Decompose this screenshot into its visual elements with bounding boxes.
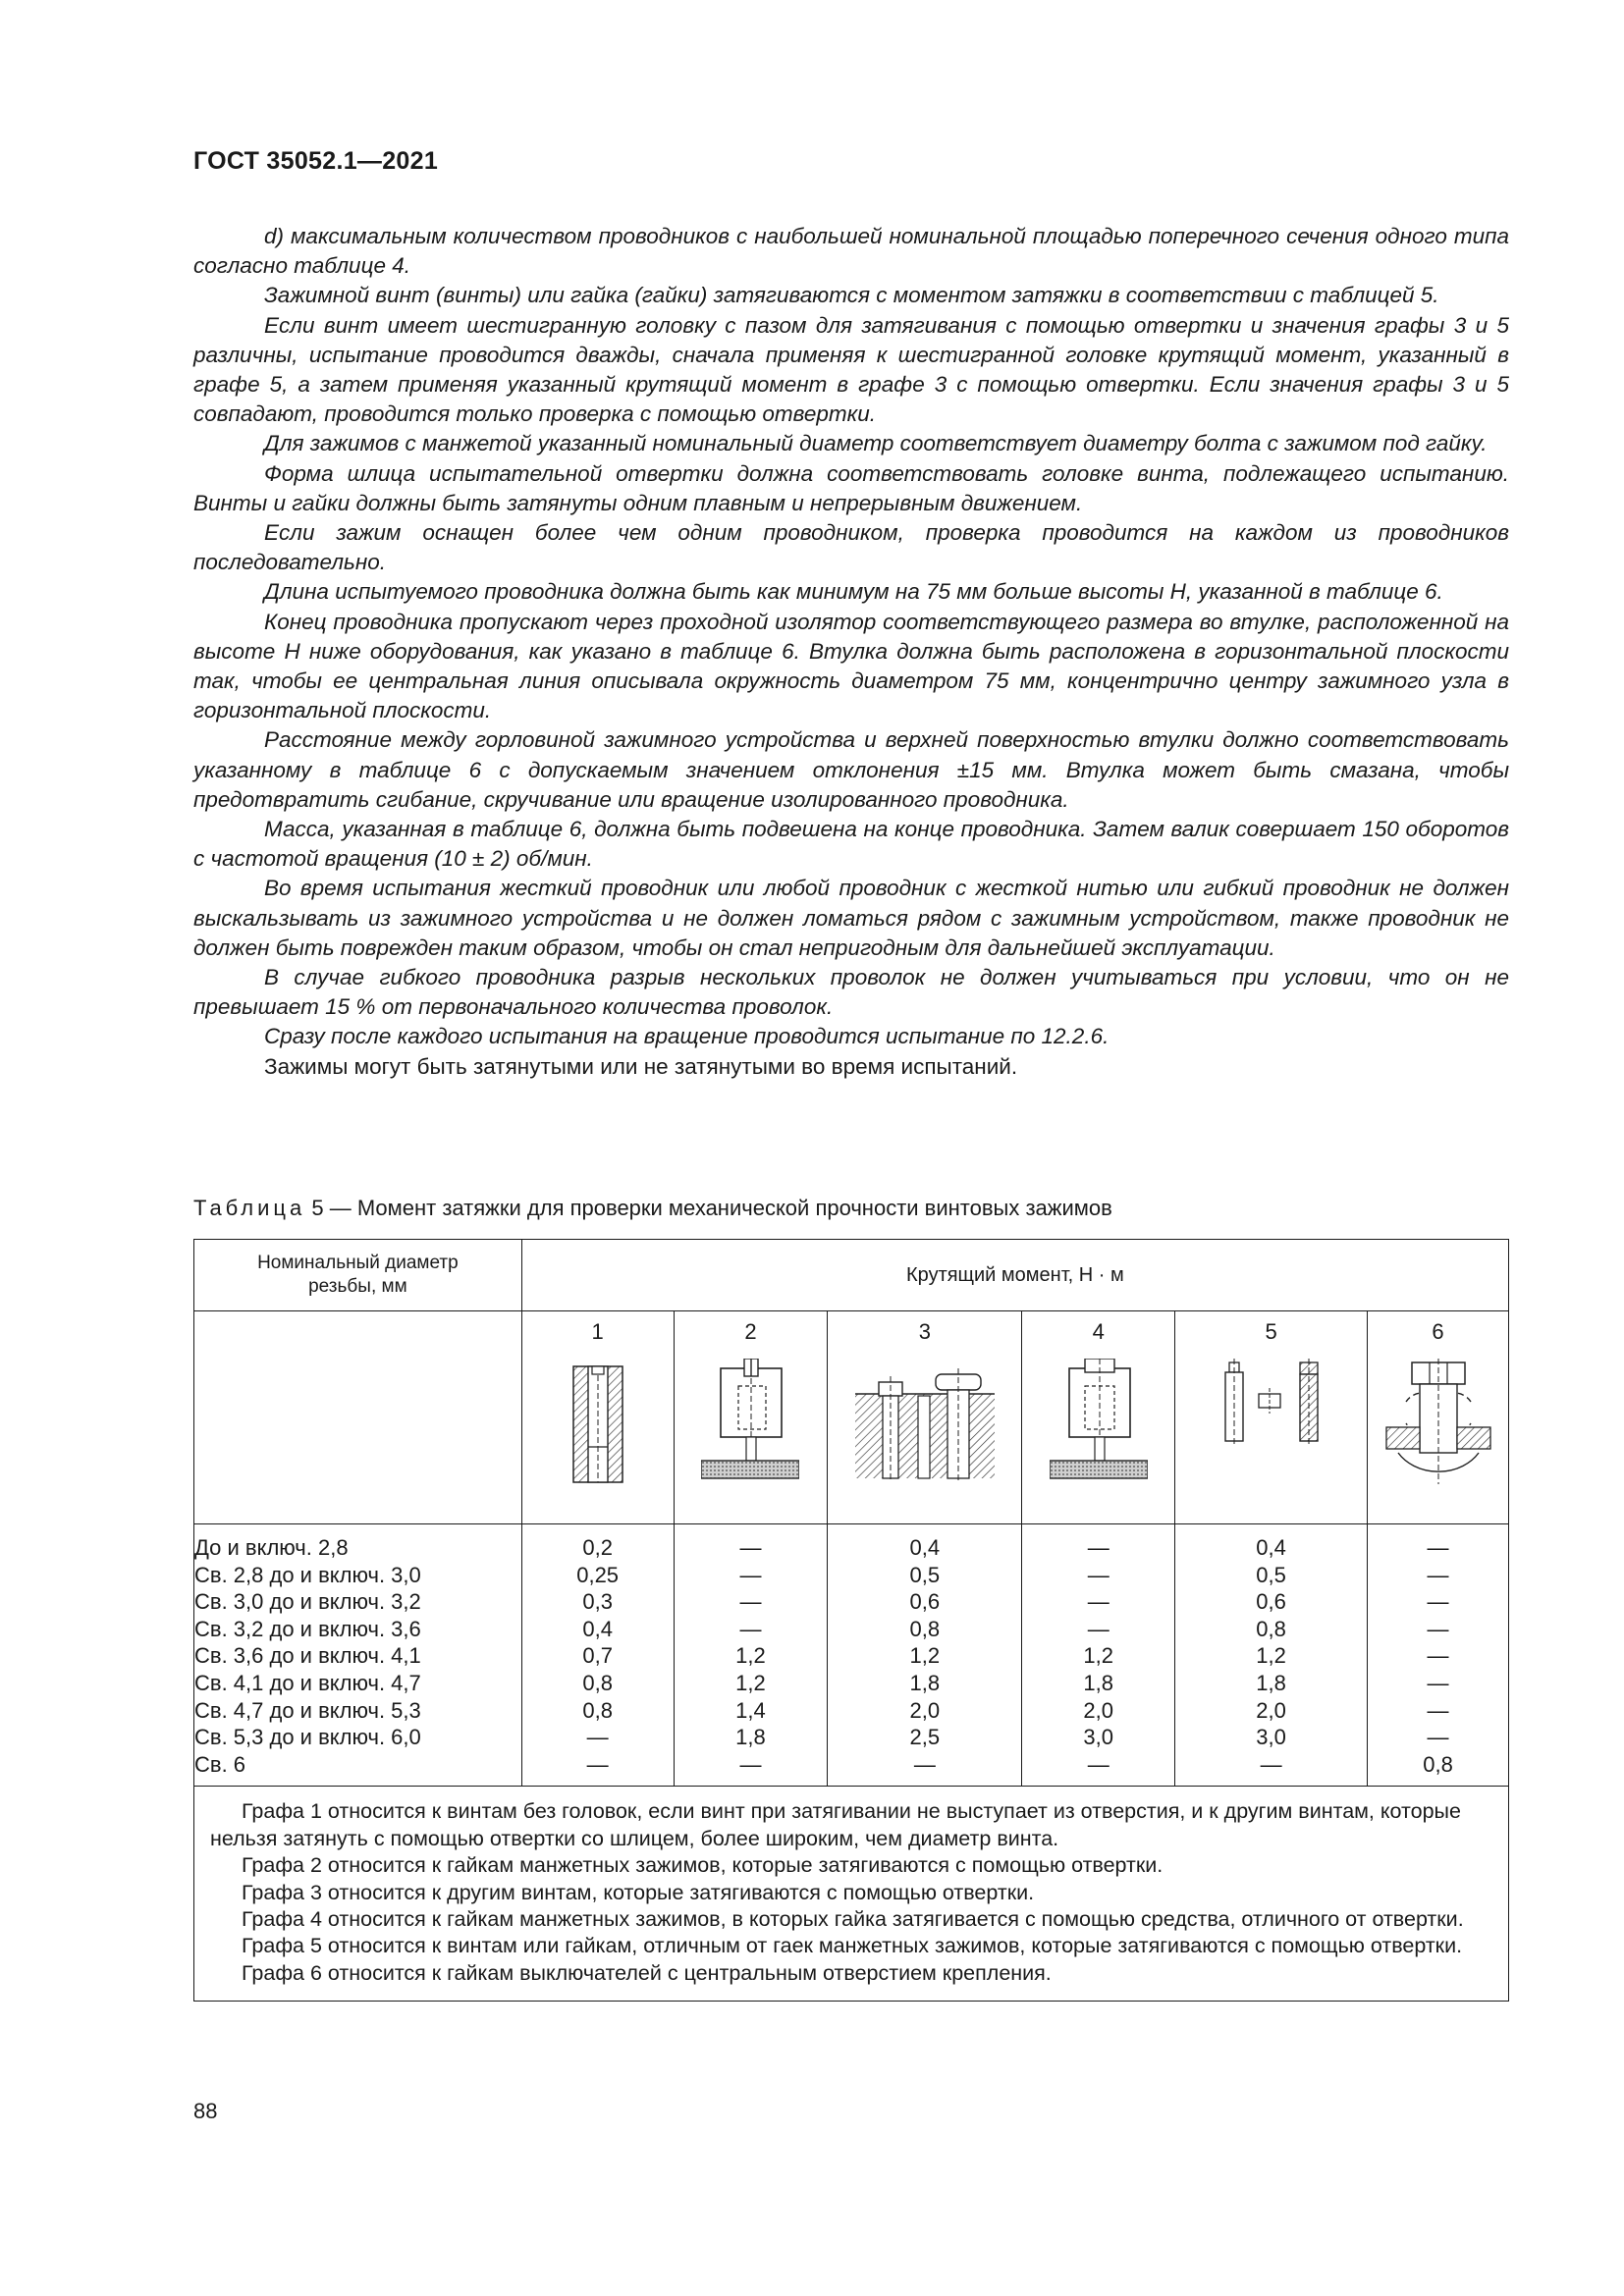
- row-label: Св. 3,6 до и включ. 4,1: [194, 1643, 421, 1669]
- cell-value: 0,4: [909, 1535, 941, 1560]
- column-2-values: [674, 1524, 828, 1787]
- table-notes: [194, 1787, 1509, 2002]
- switch-nut-figure: [1384, 1359, 1492, 1486]
- table-note: Графа 2 относится к гайкам манжетных зажимов, которые затягиваются с помощью отвертки.: [242, 1853, 1164, 1878]
- cell-value: —: [1427, 1643, 1449, 1669]
- paragraph: Расстояние между горловиной зажимного устройства и верхней поверхностью втулки должно соответствовать указанному в таблице 6 с допускаемым значением отклонения ±15 мм. Втулка может быть смазана, чтобы предотвратить сгибание, скручивание или вращение изолированного проводника.: [193, 727, 1509, 812]
- cell-value: 1,8: [1083, 1670, 1113, 1695]
- cell-value: —: [1427, 1535, 1449, 1560]
- row-label: Св. 3,2 до и включ. 3,6: [194, 1616, 421, 1641]
- cell-value: 0,8: [582, 1697, 613, 1723]
- row-label: Св. 3,0 до и включ. 3,2: [194, 1589, 421, 1615]
- paragraph: Сразу после каждого испытания на вращение проводится испытание по 12.2.6.: [264, 1024, 1110, 1049]
- table-note: Графа 5 относится к винтам или гайкам, отличным от гаек манжетных зажимов, которые затягиваются с помощью отвертки.: [242, 1934, 1463, 1958]
- cell-value: —: [1427, 1589, 1449, 1615]
- column-number: 4: [1092, 1319, 1105, 1344]
- column-1-values: [521, 1524, 674, 1787]
- cell-value: —: [1427, 1670, 1449, 1695]
- cell-value: —: [1260, 1751, 1282, 1777]
- row-label: Св. 5,3 до и включ. 6,0: [194, 1725, 421, 1750]
- table-note: Графа 3 относится к другим винтам, которые затягиваются с помощью отвертки.: [242, 1880, 1035, 1904]
- column-5-values: [1175, 1524, 1368, 1787]
- column-3-header: [828, 1311, 1022, 1524]
- paragraph: Во время испытания жесткий проводник или любой проводник с жесткой нитью или гибкий проводник не должен выскальзывать из зажимного устройства и не должен ломаться рядом с зажимным устройством, также проводник не должен быть поврежден таким образом, чтобы он стал непригодным для дальнейшей эксплуатации.: [193, 876, 1509, 960]
- torque-table: [193, 1239, 1509, 2002]
- cell-value: 0,2: [582, 1535, 613, 1560]
- paragraph: Форма шлица испытательной отвертки должна соответствовать головке винта, подлежащего испытанию. Винты и гайки должны быть затянуты одним плавным и непрерывным движением.: [193, 460, 1509, 515]
- cell-value: —: [1087, 1562, 1110, 1587]
- column-6-header: [1368, 1311, 1509, 1524]
- cell-value: —: [913, 1751, 936, 1777]
- paragraph: Зажимной винт (винты) или гайка (гайки) затягиваются с моментом затяжки в соответствии с таблицей 5.: [264, 283, 1439, 308]
- cell-value: 1,2: [735, 1643, 766, 1669]
- column-number: 6: [1432, 1319, 1444, 1344]
- cell-value: —: [739, 1535, 762, 1560]
- header-torque: Крутящий момент, Н · м: [521, 1240, 1508, 1311]
- cell-value: —: [1427, 1616, 1449, 1641]
- cell-value: 0,5: [1256, 1562, 1286, 1587]
- paragraph: Для зажимов с манжетой указанный номинальный диаметр соответствует диаметру болта с зажимом под гайку.: [264, 431, 1488, 456]
- cell-value: —: [1427, 1697, 1449, 1723]
- cell-value: 1,8: [735, 1725, 766, 1750]
- cell-value: 0,6: [909, 1589, 941, 1615]
- paragraph: Конец проводника пропускают через проходной изолятор соответствующего размера во втулке, расположенной на высоте H ниже оборудования, как указано в таблице 6. Втулка должна быть расположена в горизонтальной плоскости так, чтобы ее центральная линия описывала окружность диаметром 75 мм, концентрично центру зажимного узла в горизонтальной плоскости.: [193, 609, 1509, 723]
- document-header: ГОСТ 35052.1—2021: [193, 147, 439, 175]
- pillar-terminal-figure: [701, 1359, 799, 1486]
- paragraph: Длина испытуемого проводника должна быть как минимум на 75 мм больше высоты H, указанной в таблице 6.: [264, 579, 1443, 605]
- cell-value: —: [1087, 1535, 1110, 1560]
- cell-value: —: [739, 1562, 762, 1587]
- cell-value: —: [1427, 1562, 1449, 1587]
- cell-value: 0,6: [1256, 1589, 1286, 1615]
- column-number: 3: [918, 1319, 931, 1344]
- table-caption: [193, 1196, 1112, 1221]
- cell-value: 2,0: [1256, 1697, 1286, 1723]
- cell-value: 0,7: [582, 1643, 613, 1669]
- table-note: Графа 4 относится к гайкам манжетных зажимов, в которых гайка затягивается с помощью средства, отличного от отвертки.: [242, 1906, 1464, 1931]
- cell-value: 2,0: [909, 1697, 941, 1723]
- headless-screw-figure: [568, 1359, 627, 1486]
- cell-value: —: [586, 1725, 609, 1750]
- cell-value: —: [1087, 1589, 1110, 1615]
- header-diameter-text: Номинальный диаметр резьбы, мм: [257, 1253, 459, 1297]
- table-note: Графа 1 относится к винтам без головок, если винт при затягивании не выступает из отверстия, и к другим винтам, которые нельзя затянуть с помощью отвертки со шлицем, более широким, чем диаметр винта.: [210, 1799, 1461, 1850]
- cell-value: 0,8: [1256, 1616, 1286, 1641]
- cell-value: 1,2: [1256, 1643, 1286, 1669]
- cell-value: 1,4: [735, 1697, 766, 1723]
- cell-value: 0,3: [582, 1589, 613, 1615]
- cell-value: 1,2: [1083, 1643, 1113, 1669]
- row-label: Св. 4,7 до и включ. 5,3: [194, 1697, 421, 1723]
- cell-value: —: [1087, 1616, 1110, 1641]
- column-4-header: [1022, 1311, 1175, 1524]
- column-1-header: [521, 1311, 674, 1524]
- paragraph: Если винт имеет шестигранную головку с пазом для затягивания с помощью отвертки и значения графы 3 и 5 различны, испытание проводится дважды, сначала применяя к шестигранной головке крутящий момент, указанный в графе 5, а затем применяя указанный крутящий момент в графе 3 с помощью отвертки. Если значения графы 3 и 5 совпадают, проводится только проверка с помощью отвертки.: [193, 312, 1509, 427]
- screw-nut-figure: [1198, 1359, 1345, 1486]
- column-number: 1: [591, 1319, 604, 1344]
- cell-value: —: [1427, 1725, 1449, 1750]
- column-number: 5: [1265, 1319, 1277, 1344]
- cell-value: 1,2: [909, 1643, 941, 1669]
- cell-value: 3,0: [1256, 1725, 1286, 1750]
- column-3-values: [828, 1524, 1022, 1787]
- cell-value: 2,5: [909, 1725, 941, 1750]
- cell-value: 0,25: [576, 1562, 620, 1587]
- cell-value: —: [1087, 1751, 1110, 1777]
- cell-value: —: [739, 1616, 762, 1641]
- cell-value: 0,4: [582, 1616, 613, 1641]
- column-4-values: [1022, 1524, 1175, 1787]
- paragraph: d) максимальным количеством проводников с наибольшей номинальной площадью поперечного сечения одного типа согласно таблице 4.: [193, 224, 1509, 279]
- screw-with-head-figure: [851, 1359, 999, 1486]
- column-5-header: [1175, 1311, 1368, 1524]
- cell-value: 0,4: [1256, 1535, 1286, 1560]
- table-note: Графа 6 относится к гайкам выключателей с центральным отверстием крепления.: [242, 1960, 1052, 1985]
- row-label: Св. 2,8 до и включ. 3,0: [194, 1562, 421, 1587]
- table-caption-text: 5 — Момент затяжки для проверки механической прочности винтовых зажимов: [305, 1196, 1112, 1220]
- body-text: [193, 222, 1509, 1082]
- cell-value: 1,8: [909, 1670, 941, 1695]
- row-label: Св. 4,1 до и включ. 4,7: [194, 1670, 421, 1695]
- cell-value: 1,8: [1256, 1670, 1286, 1695]
- cell-value: —: [739, 1589, 762, 1615]
- paragraph: В случае гибкого проводника разрыв нескольких проволок не должен учитываться при условии, что он не превышает 15 % от первоначального количества проволок.: [193, 965, 1509, 1020]
- pillar-nut-figure: [1050, 1359, 1148, 1486]
- cell-value: 1,2: [735, 1670, 766, 1695]
- cell-value: 0,8: [909, 1616, 941, 1641]
- row-labels-cell: [194, 1524, 522, 1787]
- paragraph: Масса, указанная в таблице 6, должна быть подвешена на конце проводника. Затем валик совершает 150 оборотов с частотой вращения (10 ± 2) об/мин.: [193, 817, 1509, 872]
- row-label: Св. 6: [194, 1751, 246, 1777]
- paragraph-last: Зажимы могут быть затянутыми или не затянутыми во время испытаний.: [264, 1053, 1018, 1079]
- cell-value: 0,5: [909, 1562, 941, 1587]
- cell-value: —: [586, 1751, 609, 1777]
- cell-value: 0,8: [582, 1670, 613, 1695]
- cell-value: 2,0: [1083, 1697, 1113, 1723]
- cell-value: 3,0: [1083, 1725, 1113, 1750]
- header-empty-cell: [194, 1311, 522, 1524]
- row-label: До и включ. 2,8: [194, 1535, 349, 1560]
- cell-value: —: [739, 1751, 762, 1777]
- column-6-values: [1368, 1524, 1509, 1787]
- paragraph: Если зажим оснащен более чем одним проводником, проверка проводится на каждом из проводников последовательно.: [193, 520, 1509, 575]
- column-number: 2: [744, 1319, 757, 1344]
- column-2-header: [674, 1311, 828, 1524]
- table-caption-prefix: Таблица: [193, 1196, 306, 1220]
- header-diameter: [194, 1240, 522, 1311]
- cell-value: 0,8: [1423, 1751, 1453, 1777]
- page-number: 88: [193, 2099, 218, 2123]
